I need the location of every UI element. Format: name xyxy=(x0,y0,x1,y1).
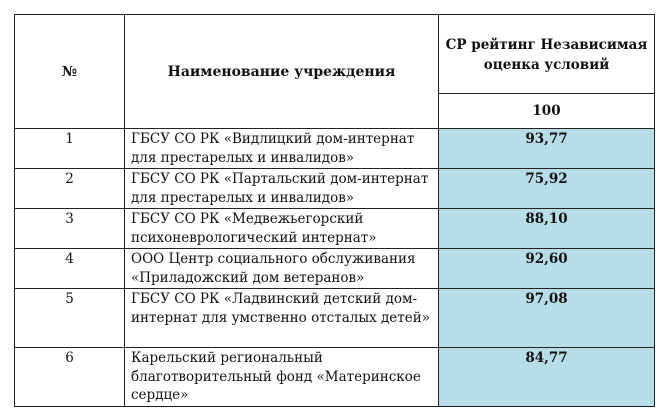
row-number: 4 xyxy=(15,249,125,289)
institution-name: ГБСУ СО РК «Партальский дом-интернат для престарелых и инвалидов» xyxy=(125,169,439,209)
row-number: 3 xyxy=(15,209,125,249)
table-row xyxy=(15,169,655,209)
score-cell: 75,92 xyxy=(439,169,655,209)
header-number: № xyxy=(15,15,125,129)
table-row xyxy=(15,209,655,249)
row-number: 1 xyxy=(15,129,125,169)
score-cell: 97,08 xyxy=(439,289,655,348)
table-row xyxy=(15,289,655,348)
row-number: 5 xyxy=(15,289,125,348)
institution-name: Карельский региональный благотворительный фонд «Материнское сердце» xyxy=(125,348,439,407)
institution-name: ГБСУ СО РК «Видлицкий дом-интернат для престарелых и инвалидов» xyxy=(125,129,439,169)
score-cell: 93,77 xyxy=(439,129,655,169)
header-row xyxy=(15,15,655,94)
document-page xyxy=(14,14,654,407)
table-row xyxy=(15,348,655,407)
header-name: Наименование учреждения xyxy=(125,15,439,129)
header-max-score: 100 xyxy=(439,94,655,129)
score-cell: 88,10 xyxy=(439,209,655,249)
row-number: 6 xyxy=(15,348,125,407)
ratings-table xyxy=(14,14,655,407)
table-row xyxy=(15,249,655,289)
score-cell: 84,77 xyxy=(439,348,655,407)
institution-name: ГБСУ СО РК «Медвежьегорский психоневрологический интернат» xyxy=(125,209,439,249)
institution-name: ООО Центр социального обслуживания «Приладожский дом ветеранов» xyxy=(125,249,439,289)
table-row xyxy=(15,129,655,169)
header-score: СР рейтинг Независимая оценка условий xyxy=(439,15,655,94)
row-number: 2 xyxy=(15,169,125,209)
institution-name: ГБСУ СО РК «Ладвинский детский дом-интернат для умственно отсталых детей» xyxy=(125,289,439,348)
score-cell: 92,60 xyxy=(439,249,655,289)
